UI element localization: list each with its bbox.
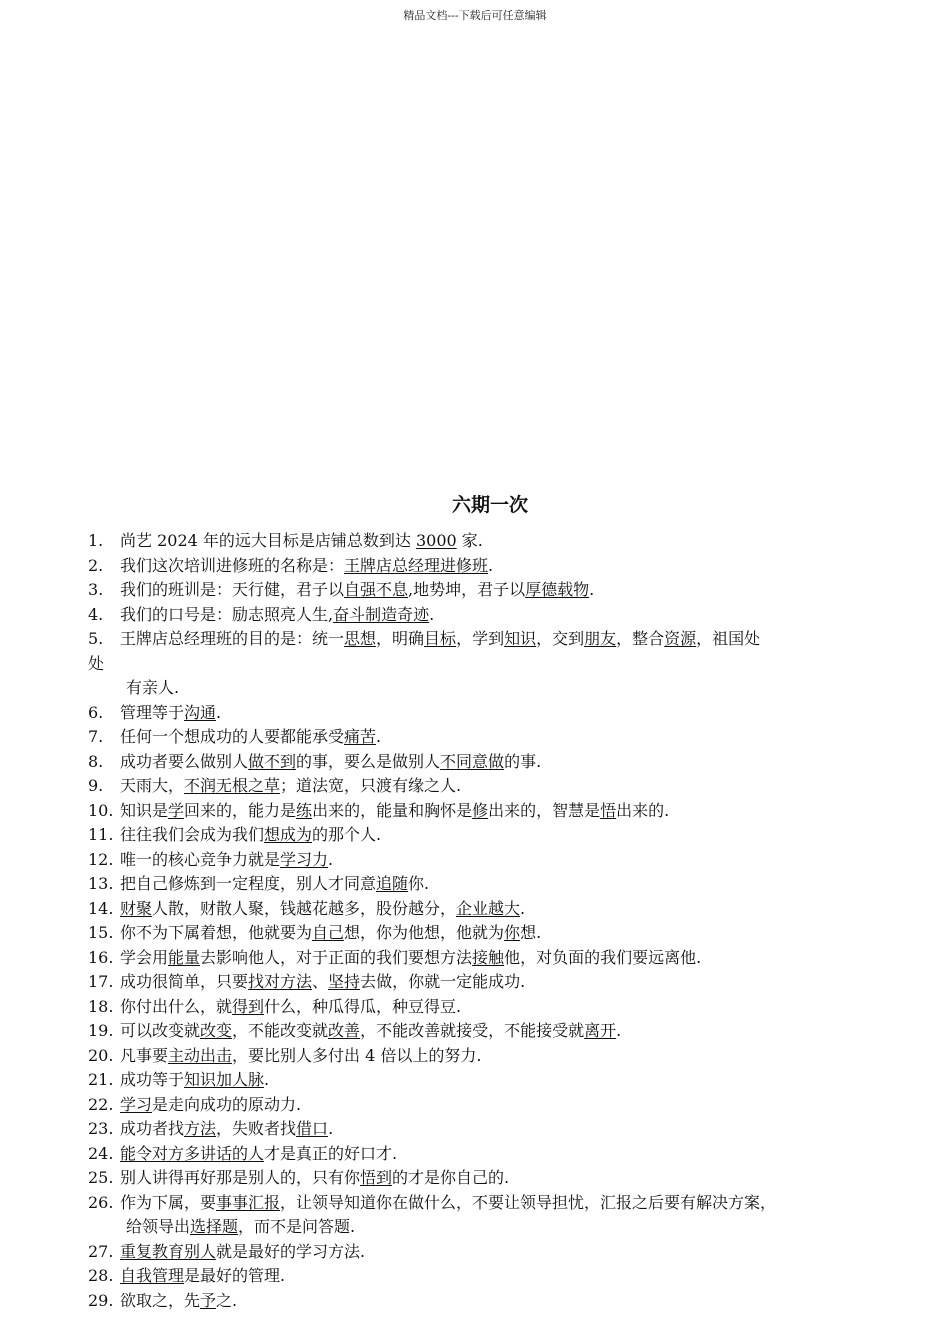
text-segment: 尚艺 2024 年的远大目标是店铺总数到达: [120, 531, 416, 550]
item-text: [120, 995, 898, 1020]
item-number: 6.: [88, 702, 104, 722]
underlined-term: 痛苦: [344, 727, 377, 746]
text-segment: ；道法宽，只渡有缘之人.: [280, 776, 462, 795]
document-title: 六期一次: [451, 494, 528, 516]
item-text: [120, 1093, 898, 1118]
item-number: 13.: [88, 874, 114, 893]
underlined-term: 思想: [344, 629, 377, 648]
item-number: 12.: [88, 849, 114, 869]
text-segment: 唯一的核心竞争力就是: [120, 849, 281, 869]
underlined-term: 奋斗制造奇迹: [333, 604, 430, 624]
text-segment: 我们这次培训进修班的名称是：: [120, 555, 345, 575]
item-number: 19.: [88, 1021, 114, 1040]
underlined-term: 自己: [312, 923, 345, 942]
text-segment: .: [589, 580, 595, 599]
text-segment: 他，对负面的我们要远离他.: [504, 947, 702, 967]
text-segment: 人散，财散人聚，钱越花越多，股份越分，: [152, 898, 457, 918]
item-text: [120, 627, 898, 652]
text-segment: 知识是: [120, 800, 169, 820]
underlined-term: 重复教育别人: [120, 1241, 217, 1261]
list-item: [88, 1093, 898, 1118]
text-segment: ，祖国处: [696, 629, 761, 648]
item-text: [120, 1240, 898, 1265]
item-text: [120, 725, 898, 750]
text-segment: 作为下属，要: [120, 1192, 217, 1212]
item-continuation: [120, 676, 898, 701]
text-segment: .: [328, 1119, 334, 1138]
underlined-term: 资源: [664, 629, 697, 648]
text-segment: 往往我们会成为我们: [120, 825, 265, 844]
text-segment: 出来的，智慧是: [488, 800, 601, 820]
list-item: [88, 750, 898, 775]
underlined-term: 学习: [120, 1094, 153, 1114]
item-number: 25.: [88, 1168, 114, 1187]
wrapped-char: 处: [88, 653, 105, 673]
item-number: 10.: [88, 800, 114, 820]
item-number: 29.: [88, 1290, 114, 1310]
list-item: [88, 970, 898, 995]
item-text: [120, 848, 898, 873]
item-text: [120, 701, 898, 726]
list-item: [88, 848, 898, 873]
item-number: 1.: [88, 531, 104, 550]
item-text: [120, 578, 898, 603]
text-segment: .: [488, 555, 494, 575]
list-item: [88, 921, 898, 946]
text-segment: 给领导出: [126, 1217, 191, 1236]
text-segment: 别人讲得再好那是别人的，只有你: [120, 1168, 361, 1187]
item-number: 8.: [88, 751, 104, 771]
text-segment: 成功者找: [120, 1119, 185, 1138]
underlined-term: 能量: [168, 947, 201, 967]
list-item: [88, 1044, 898, 1069]
item-number: 22.: [88, 1094, 114, 1114]
underlined-term: 企业越大: [456, 898, 521, 918]
list-item: [88, 823, 898, 848]
text-segment: 、: [312, 972, 329, 991]
text-segment: 去做，你就一定能成功.: [360, 972, 526, 991]
item-number: 14.: [88, 898, 114, 918]
underlined-term: 王牌店总经理进修班: [344, 555, 489, 575]
underlined-term: 沟通: [184, 702, 217, 722]
item-number: 7.: [88, 727, 104, 746]
text-segment: 出来的，能量和胸怀是: [312, 800, 473, 820]
item-text: [120, 774, 898, 799]
item-text: [120, 1044, 898, 1069]
item-text: [120, 872, 898, 897]
list-item: [88, 897, 898, 922]
text-segment: 想，你为他想，他就为: [344, 923, 505, 942]
underlined-term: 知识加人脉: [184, 1070, 265, 1089]
list-item: [88, 701, 898, 726]
underlined-term: 能令对方多讲话的人: [120, 1143, 265, 1163]
item-text: [120, 921, 898, 946]
text-segment: 王牌店总经理班的目的是：统一: [120, 629, 345, 648]
text-segment: 去影响他人，对于正面的我们要想方法: [200, 947, 473, 967]
text-segment: 是最好的管理.: [184, 1266, 286, 1285]
text-segment: ，明确: [376, 629, 425, 648]
text-segment: .: [376, 727, 382, 746]
text-segment: 可以改变就: [120, 1021, 201, 1040]
item-number: 2.: [88, 555, 104, 575]
underlined-term: 予: [200, 1290, 217, 1310]
text-segment: 你不为下属着想，他就要为: [120, 923, 313, 942]
item-number: 21.: [88, 1070, 114, 1089]
underlined-term: 3000: [415, 531, 457, 550]
text-segment: 我们的班训是：天行健，君子以: [120, 580, 345, 599]
text-segment: 的事，要么是做别人: [296, 751, 441, 771]
numbered-list: [88, 529, 898, 1313]
underlined-term: 知识: [504, 629, 537, 648]
text-segment: 管理等于: [120, 702, 185, 722]
item-text: [120, 1117, 898, 1142]
text-segment: 是走向成功的原动力.: [152, 1094, 302, 1114]
text-segment: .: [520, 898, 526, 918]
text-segment: 学会用: [120, 947, 169, 967]
text-segment: ，不能改善就接受，不能接受就: [360, 1021, 585, 1040]
underlined-term: 自我管理: [120, 1266, 185, 1285]
underlined-term: 改变: [200, 1021, 233, 1040]
item-number: 18.: [88, 996, 114, 1016]
list-item: [88, 603, 898, 628]
underlined-term: 做不到: [248, 751, 297, 771]
underlined-term: 追随: [376, 874, 409, 893]
text-segment: ，要比别人多付出 4 倍以上的努力.: [232, 1045, 482, 1065]
list-item: [88, 995, 898, 1020]
item-number: 4.: [88, 604, 104, 624]
text-segment: 想.: [520, 923, 542, 942]
item-number: 9.: [88, 776, 104, 795]
text-segment: 天雨大，: [120, 776, 185, 795]
underlined-term: 目标: [424, 629, 457, 648]
text-segment: 的才是你自己的.: [392, 1168, 510, 1187]
underlined-term: 厚德载物: [525, 580, 590, 599]
text-segment: 你付出什么，就: [120, 996, 233, 1016]
underlined-term: 悟: [600, 800, 617, 820]
item-number: 26.: [88, 1192, 114, 1212]
underlined-term: 得到: [232, 996, 265, 1016]
underlined-term: 朋友: [584, 629, 617, 648]
underlined-term: 想成为: [264, 825, 313, 844]
underlined-term: 学: [168, 800, 185, 820]
list-item: [88, 1068, 898, 1093]
list-item: [88, 554, 898, 579]
item-number: 17.: [88, 972, 114, 991]
item-text: [120, 1019, 898, 1044]
text-segment: ，整合: [616, 629, 665, 648]
item-text: [120, 897, 898, 922]
text-segment: 之.: [216, 1290, 238, 1310]
list-item: [88, 1289, 898, 1314]
underlined-term: 找对方法: [248, 972, 313, 991]
item-text: [120, 1289, 898, 1314]
text-segment: 才是真正的好口才.: [264, 1143, 398, 1163]
text-segment: 把自己修炼到一定程度，别人才同意: [120, 874, 377, 893]
underlined-term: 接触: [472, 947, 505, 967]
text-segment: ,地势坤，君子以: [408, 580, 526, 599]
item-number: 20.: [88, 1045, 114, 1065]
list-item: [88, 1240, 898, 1265]
item-text: [120, 970, 898, 995]
text-segment: 的那个人.: [312, 825, 382, 844]
underlined-term: 财聚: [120, 898, 153, 918]
item-number: 15.: [88, 923, 114, 942]
underlined-term: 方法: [184, 1119, 217, 1138]
item-text: [120, 603, 898, 628]
text-segment: ，而不是问答题.: [238, 1217, 356, 1236]
underlined-term: 不润无根之草: [184, 776, 281, 795]
underlined-term: 主动出击: [168, 1045, 233, 1065]
underlined-term: 不同意做: [440, 751, 505, 771]
list-item: [88, 725, 898, 750]
text-segment: 任何一个想成功的人要都能承受: [120, 727, 345, 746]
underlined-term: 事事汇报: [216, 1192, 281, 1212]
underlined-term: 选择题: [190, 1217, 239, 1236]
text-segment: 凡事要: [120, 1045, 169, 1065]
list-item: [88, 1117, 898, 1142]
underlined-term: 借口: [296, 1119, 329, 1138]
text-segment: ，交到: [536, 629, 585, 648]
item-text: [120, 1166, 898, 1191]
item-text: [120, 1142, 898, 1167]
item-number: 16.: [88, 947, 114, 967]
text-segment: ，失败者找: [216, 1119, 297, 1138]
text-segment: .: [328, 849, 334, 869]
text-segment: ，不能改变就: [232, 1021, 329, 1040]
underlined-term: 学习力: [280, 849, 329, 869]
underlined-term: 离开: [584, 1021, 617, 1040]
page-header: 精品文档---下载后可任意编辑: [403, 9, 547, 22]
text-segment: 成功等于: [120, 1070, 185, 1089]
list-item: [88, 627, 898, 701]
text-segment: ，学到: [456, 629, 505, 648]
text-segment: .: [264, 1070, 270, 1089]
list-item: [88, 529, 898, 554]
underlined-term: 自强不息: [344, 580, 409, 599]
item-text: [120, 1068, 898, 1093]
item-text: [120, 1191, 898, 1216]
list-item: [88, 872, 898, 897]
text-segment: 有亲人.: [126, 678, 180, 697]
underlined-term: 你: [504, 923, 521, 942]
item-text: [120, 799, 898, 824]
text-segment: 你.: [408, 874, 430, 893]
text-segment: 家.: [456, 531, 483, 550]
item-number: 11.: [88, 825, 114, 844]
list-item: [88, 774, 898, 799]
underlined-term: 改善: [328, 1021, 361, 1040]
list-item: [88, 1019, 898, 1044]
item-text: [120, 750, 898, 775]
underlined-term: 练: [296, 800, 313, 820]
item-text: [120, 946, 898, 971]
text-segment: 的事.: [504, 751, 542, 771]
list-item: [88, 1264, 898, 1289]
text-segment: 欲取之，先: [120, 1290, 201, 1310]
item-text: [120, 554, 898, 579]
item-number: 24.: [88, 1143, 114, 1163]
list-item: [88, 946, 898, 971]
text-segment: .: [216, 702, 222, 722]
text-segment: 成功者要么做别人: [120, 751, 249, 771]
text-segment: .: [429, 604, 435, 624]
item-number: 27.: [88, 1241, 114, 1261]
item-number: 28.: [88, 1266, 114, 1285]
text-segment: ，让领导知道你在做什么，不要让领导担忧，汇报之后要有解决方案，: [280, 1192, 777, 1212]
underlined-term: 修: [472, 800, 489, 820]
list-item: [88, 1166, 898, 1191]
item-number: 5.: [88, 629, 104, 648]
item-number: 3.: [88, 580, 104, 599]
text-segment: 成功很简单，只要: [120, 972, 249, 991]
item-text: [120, 823, 898, 848]
text-segment: 出来的.: [616, 800, 670, 820]
underlined-term: 悟到: [360, 1168, 393, 1187]
underlined-term: 坚持: [328, 972, 361, 991]
item-text: [120, 529, 898, 554]
item-number: 23.: [88, 1119, 114, 1138]
list-item: [88, 1191, 898, 1240]
text-segment: 回来的，能力是: [184, 800, 297, 820]
text-segment: 什么，种瓜得瓜，种豆得豆.: [264, 996, 462, 1016]
text-segment: 我们的口号是：励志照亮人生,: [120, 604, 334, 624]
list-item: [88, 799, 898, 824]
text-segment: .: [616, 1021, 622, 1040]
item-text: [120, 1264, 898, 1289]
list-item: [88, 578, 898, 603]
item-continuation: [120, 1215, 898, 1240]
text-segment: 就是最好的学习方法.: [216, 1241, 366, 1261]
list-item: [88, 1142, 898, 1167]
